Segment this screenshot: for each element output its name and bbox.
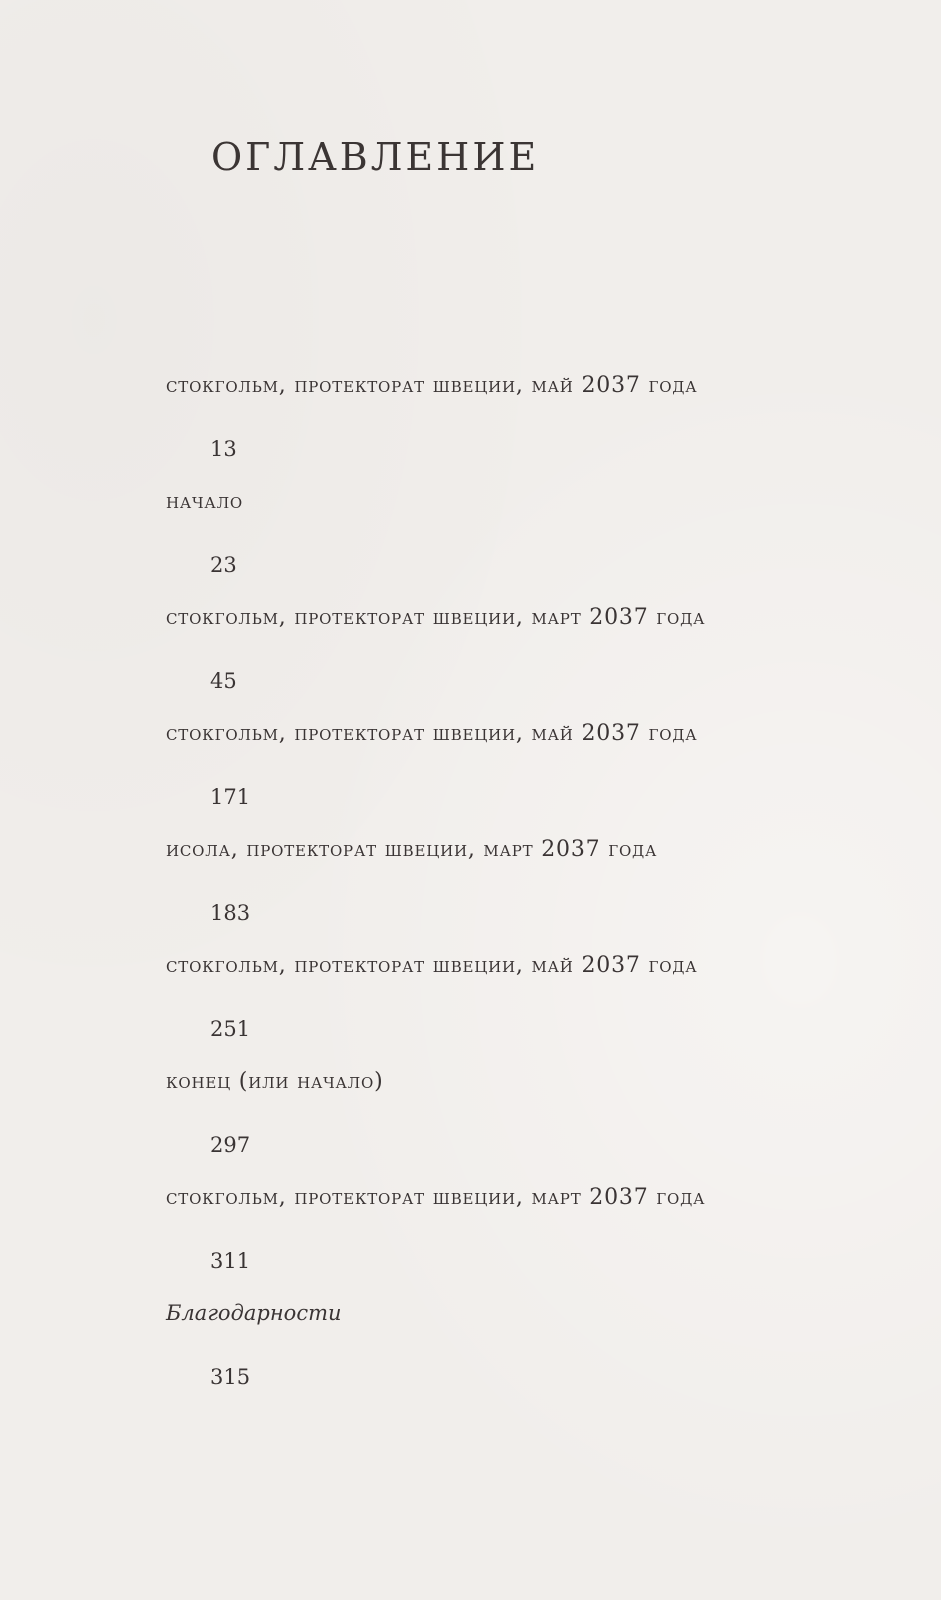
toc-entry-title: стокгольм, протекторат швеции, март 2037 года — [166, 1185, 706, 1210]
toc-entry-title: стокгольм, протекторат швеции, март 2037 года — [166, 605, 706, 630]
toc-entry-title: исола, протекторат швеции, март 2037 года — [166, 837, 658, 862]
toc-entry — [166, 491, 886, 607]
toc-entry-page-number: 183 — [210, 901, 251, 925]
toc-entry-page-number: 315 — [210, 1365, 251, 1389]
toc-entry-page-number: 13 — [210, 437, 237, 461]
toc-entry — [166, 1071, 886, 1187]
toc-entry — [166, 375, 886, 491]
toc-entry-page-number: 251 — [210, 1017, 251, 1041]
toc-entry — [166, 955, 886, 1071]
table-of-contents — [166, 375, 886, 1419]
toc-entry-title: конец (или начало) — [166, 1069, 384, 1094]
toc-entry-page-number: 45 — [210, 669, 237, 693]
toc-entry-title: начало — [166, 489, 244, 514]
toc-entry-page-number: 23 — [210, 553, 237, 577]
toc-entry-title: стокгольм, протекторат швеции, май 2037 года — [166, 721, 698, 746]
toc-entry-title: стокгольм, протекторат швеции, май 2037 года — [166, 953, 698, 978]
toc-entry — [166, 607, 886, 723]
page-title: ОГЛАВЛЕНИЕ — [211, 135, 540, 179]
toc-entry-page-number: 297 — [210, 1133, 251, 1157]
toc-entry — [166, 723, 886, 839]
toc-entry — [166, 1187, 886, 1303]
toc-entry-page-number: 171 — [210, 785, 251, 809]
toc-entry — [166, 1303, 886, 1419]
toc-entry — [166, 839, 886, 955]
toc-entry-title: стокгольм, протекторат швеции, май 2037 года — [166, 373, 698, 398]
toc-entry-title: Благодарности — [166, 1301, 342, 1325]
toc-entry-page-number: 311 — [210, 1249, 251, 1273]
